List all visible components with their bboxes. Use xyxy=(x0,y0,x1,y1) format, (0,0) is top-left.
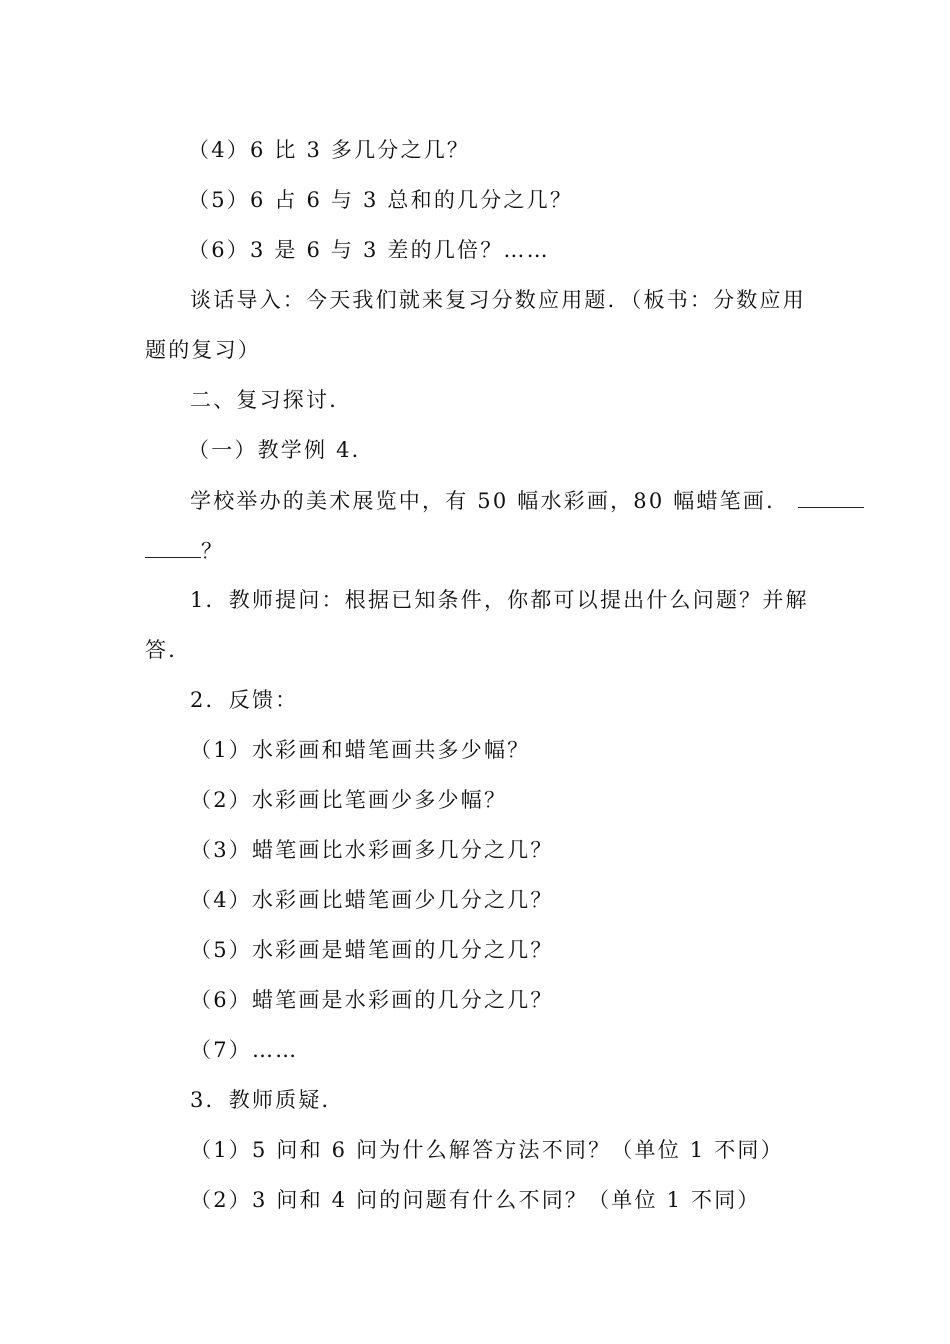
list-item: （3）蜡笔画比水彩画多几分之几？ xyxy=(190,838,554,862)
paragraph-line xyxy=(190,485,864,516)
subsection-heading: （一）教学例 4． xyxy=(188,438,375,462)
paragraph-line: 2．反馈： xyxy=(190,688,299,712)
paragraph-line: （6）3 是 6 与 3 差的几倍？…… xyxy=(188,238,550,262)
list-item: （7）…… xyxy=(190,1038,299,1062)
list-item: （1）水彩画和蜡笔画共多少幅？ xyxy=(190,738,531,762)
paragraph-line: 题的复习） xyxy=(145,338,261,362)
example-text: 学校举办的美术展览中，有 50 幅水彩画，80 幅蜡笔画． xyxy=(190,489,790,513)
answer-blank xyxy=(798,485,864,508)
list-item: （6）蜡笔画是水彩画的几分之几？ xyxy=(190,988,554,1012)
list-item: （1）5 问和 6 问为什么解答方法不同？（单位 1 不同） xyxy=(190,1138,784,1162)
answer-blank xyxy=(145,535,201,558)
paragraph-line: （4）6 比 3 多几分之几？ xyxy=(188,138,471,162)
list-item: （2）水彩画比笔画少多少幅？ xyxy=(190,788,508,812)
paragraph-line: 3．教师质疑． xyxy=(190,1088,345,1112)
list-item: （5）水彩画是蜡笔画的几分之几？ xyxy=(190,938,554,962)
paragraph-line xyxy=(145,535,224,566)
paragraph-line: 谈话导入：今天我们就来复习分数应用题．（板书：分数应用 xyxy=(190,288,806,312)
paragraph-line: 答． xyxy=(145,638,192,662)
list-item: （2）3 问和 4 问的问题有什么不同？（单位 1 不同） xyxy=(190,1188,761,1212)
paragraph-line: 1．教师提问：根据已知条件，你都可以提出什么问题？并解 xyxy=(190,588,809,612)
paragraph-line: （5）6 占 6 与 3 总和的几分之几？ xyxy=(188,188,574,212)
section-heading: 二、复习探讨． xyxy=(190,388,353,412)
list-item: （4）水彩画比蜡笔画少几分之几？ xyxy=(190,888,554,912)
question-mark: ？ xyxy=(201,539,225,563)
